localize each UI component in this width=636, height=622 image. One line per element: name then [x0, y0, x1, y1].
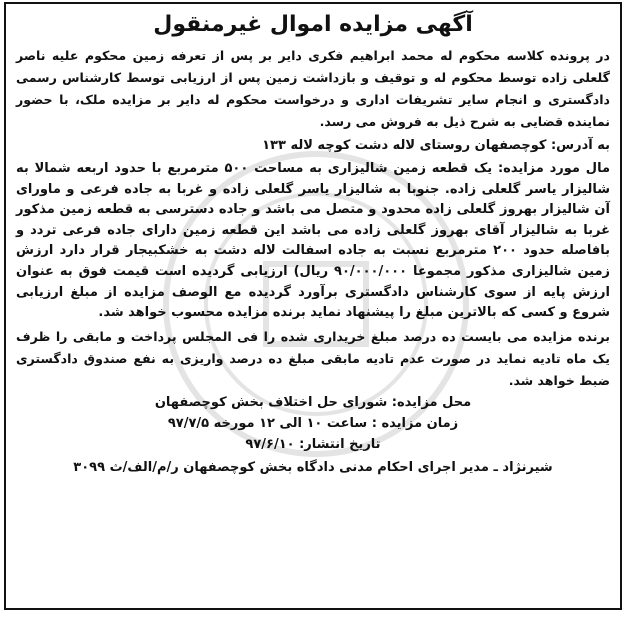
address-line: به آدرس: کوچصفهان روستای لاله دشت کوچه لاله ۱۳۳ — [262, 138, 610, 153]
signature-line: شیرنژاد ـ مدیر اجرای احکام مدنی دادگاه بخش کوچصفهان ر/م/الف/ث ۳۰۹۹ — [73, 459, 553, 475]
auction-venue: محل مزایده: شورای حل اختلاف بخش کوچصفهان — [154, 394, 472, 410]
notice-title: آگهی مزایده اموال غیرمنقول — [153, 12, 473, 37]
notice-frame — [4, 2, 622, 610]
winner-terms: برنده مزایده می بایست ده درصد مبلغ خریداری شده را فی المجلس پرداخت و مابقی را ظرف یک ماه تادیه نماید در صورت عدم تادیه مابقی مبلغ ده درصد واریزی به نفع صندوق دادگستری ضبط خواهد شد. — [16, 328, 610, 388]
intro-paragraph: در پرونده کلاسه محکوم له محمد ابراهیم فکری دایر بر پس از تعرفه زمین محکوم علیه ناصر گلعلی زاده توسط محکوم له و توقیف و بازداشت زمین پس از ارزیابی توسط کارشناس رسمی دادگستری و انجام سایر تشریفات اداری و درخواست محکوم له دایر بر مزایده ملک، با حضور نماینده قضایی به شرح ذیل به فروش می رسد. — [16, 48, 610, 129]
item-description: مال مورد مزایده: یک قطعه زمین شالیزاری به مساحت ۵۰۰ مترمربع با حدود اربعه شمالا به شالیزار یاسر گلعلی زاده. جنوبا به شالیزار یاسر گلعلی زاده و غربا به جاده فرعی و ماورای آن شالیزار بهروز گلعلی زاده محدود و متصل می باشد و جاده دسترسی به قطعه زمین مذکور غربا به شالیزار آقای بهروز گلعلی زاده می باشد این قطعه زمین دارای جاده فرعی تردد و بافاصله حدود ۲۰۰ مترمربع نسبت به جاده اسفالت لاله دشت به خشکبیجار قرار دارد ارزش زمین شالیزاری مذکور مجموعا ۹۰/۰۰۰/۰۰۰ ریال) ارزیابی گردیده است قیمت فوق به عنوان ارزش پایه از سوی کارشناس دادگستری برآورد گردیده مع الوصف مزایده از مبلغ ارزیابی شروع و کسی که بالاترین مبلغ را پیشنهاد نماید برنده مزایده محسوب خواهد شد. — [16, 161, 611, 321]
publish-date: تاریخ انتشار: ۹۷/۶/۱۰ — [245, 436, 381, 452]
auction-time: زمان مزایده : ساعت ۱۰ الی ۱۲ مورخه ۹۷/۷/۵ — [167, 415, 459, 431]
